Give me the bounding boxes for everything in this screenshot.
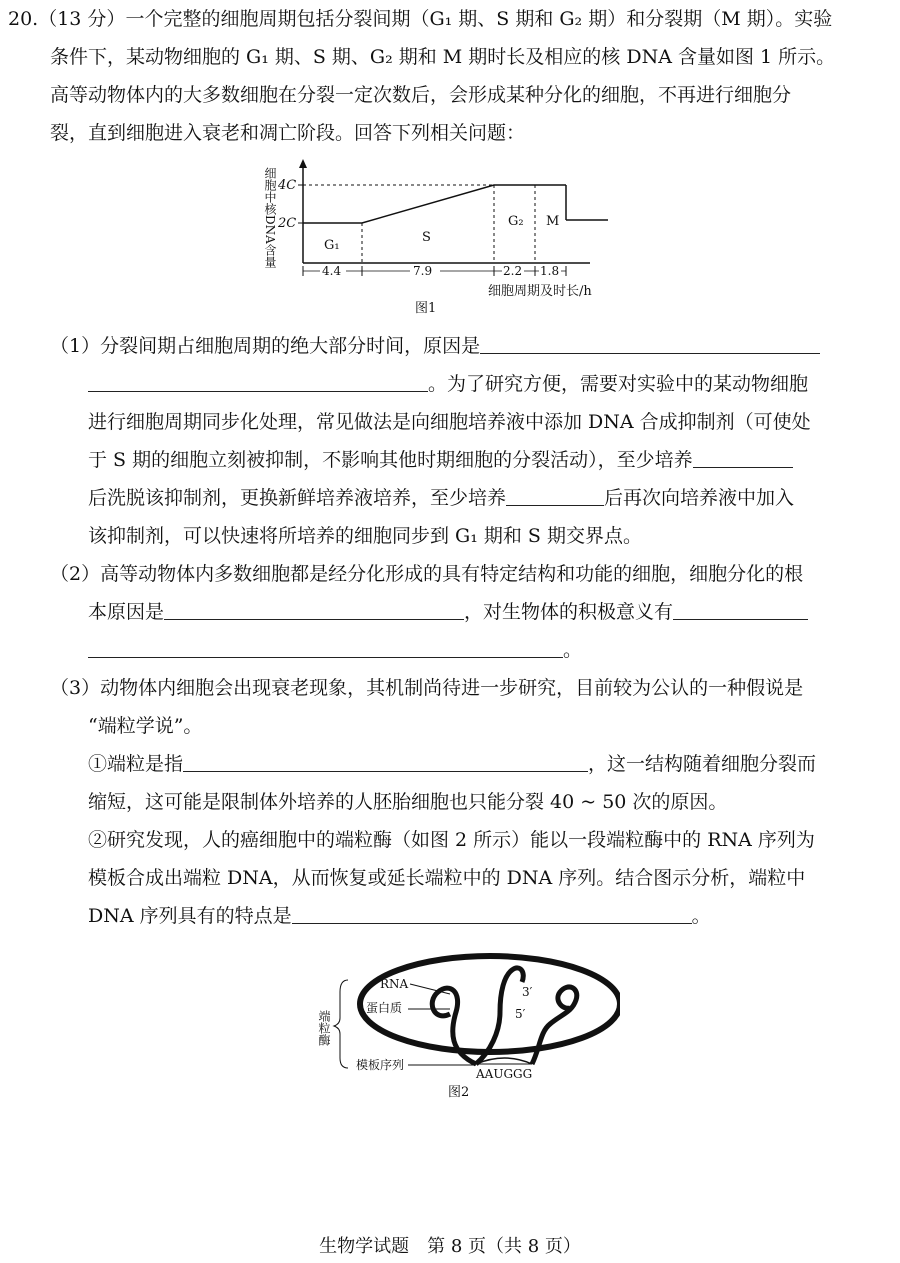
figure-1-tick-4c: 4C — [278, 178, 297, 193]
answer-blank-4[interactable] — [506, 485, 604, 506]
question-intro-line-3: 高等动物体内的大多数细胞在分裂一定次数后，会形成某种分化的细胞，不再进行细胞分 — [50, 84, 792, 106]
answer-blank-6[interactable] — [673, 599, 808, 620]
answer-blank-2[interactable] — [88, 371, 428, 392]
part-1-line-6: 该抑制剂，可以快速将所培养的细胞同步到 G₁ 期和 S 期交界点。 — [88, 525, 642, 547]
figure-2-label-3-end: 3′ — [522, 985, 533, 999]
part-3-line-3: ①端粒是指 ，这一结构随着细胞分裂而 — [88, 753, 817, 775]
figure-1-phase-s: S — [422, 230, 431, 245]
answer-blank-9[interactable] — [292, 903, 692, 924]
figure-1-x-axis-label: 细胞周期及时长/h — [488, 284, 592, 299]
part-3-line-6: 模板合成出端粒 DNA，从而恢复或延长端粒中的 DNA 序列。结合图示分析，端粒中 — [88, 867, 806, 889]
part-3-line-2: “端粒学说”。 — [88, 715, 203, 737]
part-1-line-4: 于 S 期的细胞立刻被抑制，不影响其他时期细胞的分裂活动），至少培养 — [88, 447, 793, 473]
part-2-line-1: （2）高等动物体内多数细胞都是经分化形成的具有特定结构和功能的细胞，细胞分化的根 — [50, 563, 804, 585]
part-3-line-4: 缩短，这可能是限制体外培养的人胚胎细胞也只能分裂 40 ~ 50 次的原因。 — [88, 791, 728, 813]
figure-2-caption: 图2 — [448, 1085, 470, 1100]
figure-2-label-template: 模板序列 — [356, 1058, 405, 1072]
figure-2-label-protein: 蛋白质 — [366, 1001, 403, 1015]
figure-2-label-rna: RNA — [380, 977, 409, 991]
part-2-line-3: 。 — [88, 637, 582, 663]
figure-1-tick-2c: 2C — [278, 216, 297, 231]
figure-1-phase-m: M — [546, 214, 560, 229]
figure-1-duration-m: 1.8 — [540, 264, 560, 278]
part-3-line-7: DNA 序列具有的特点是 。 — [88, 905, 711, 927]
figure-2-label-5-end: 5′ — [515, 1007, 526, 1021]
figure-1-caption: 图1 — [415, 301, 437, 316]
part-2-line-2: 本原因是 ，对生物体的积极意义有 — [88, 599, 808, 625]
question-intro-line-4: 裂，直到细胞进入衰老和凋亡阶段。回答下列相关问题： — [50, 122, 526, 144]
answer-blank-1[interactable] — [480, 333, 820, 354]
figure-1-duration-g1: 4.4 — [322, 264, 342, 278]
answer-blank-7[interactable] — [88, 637, 563, 658]
figure-1-phase-g1: G₁ — [324, 238, 340, 253]
figure-1-y-axis-label: 细胞中核DNA含量 — [263, 167, 277, 268]
part-1-line-2: 。为了研究方便，需要对实验中的某动物细胞 — [88, 371, 808, 397]
answer-blank-8[interactable] — [183, 751, 588, 772]
answer-blank-3[interactable] — [693, 447, 793, 468]
figure-2-telomerase-diagram — [300, 952, 620, 1112]
figure-1-duration-g2: 2.2 — [503, 264, 523, 278]
answer-blank-5[interactable] — [164, 599, 464, 620]
question-intro-line-2: 条件下，某动物细胞的 G₁ 期、S 期、G₂ 期和 M 期时长及相应的核 DNA 含量如图 1 所示。 — [50, 46, 836, 68]
figure-1-duration-s: 7.9 — [413, 264, 433, 278]
figure-2-group-label: 端粒酶 — [317, 1010, 331, 1046]
part-1-line-5: 后洗脱该抑制剂，更换新鲜培养液培养，至少培养 后再次向培养液中加入 — [88, 487, 795, 509]
part-1-line-1: （1）分裂间期占细胞周期的绝大部分时间，原因是 — [50, 333, 820, 359]
part-3-line-5: ②研究发现，人的癌细胞中的端粒酶（如图 2 所示）能以一段端粒酶中的 RNA 序列为 — [88, 829, 815, 851]
question-intro-line-1: 20.（13 分）一个完整的细胞周期包括分裂间期（G₁ 期、S 期和 G₂ 期）和分裂期（M 期）。实验 — [8, 8, 833, 30]
figure-2-sequence: AAUGGG — [476, 1067, 533, 1081]
question-number: 20.（13 分） — [8, 8, 126, 30]
page-footer: 生物学试题 第 8 页（共 8 页） — [319, 1236, 581, 1257]
figure-1-phase-g2: G₂ — [508, 214, 524, 229]
part-1-line-3: 进行细胞周期同步化处理，常见做法是向细胞培养液中添加 DNA 合成抑制剂（可使处 — [88, 411, 811, 433]
figure-1-dna-content-graph — [250, 155, 630, 325]
part-3-line-1: （3）动物体内细胞会出现衰老现象，其机制尚待进一步研究，目前较为公认的一种假说是 — [50, 677, 804, 699]
